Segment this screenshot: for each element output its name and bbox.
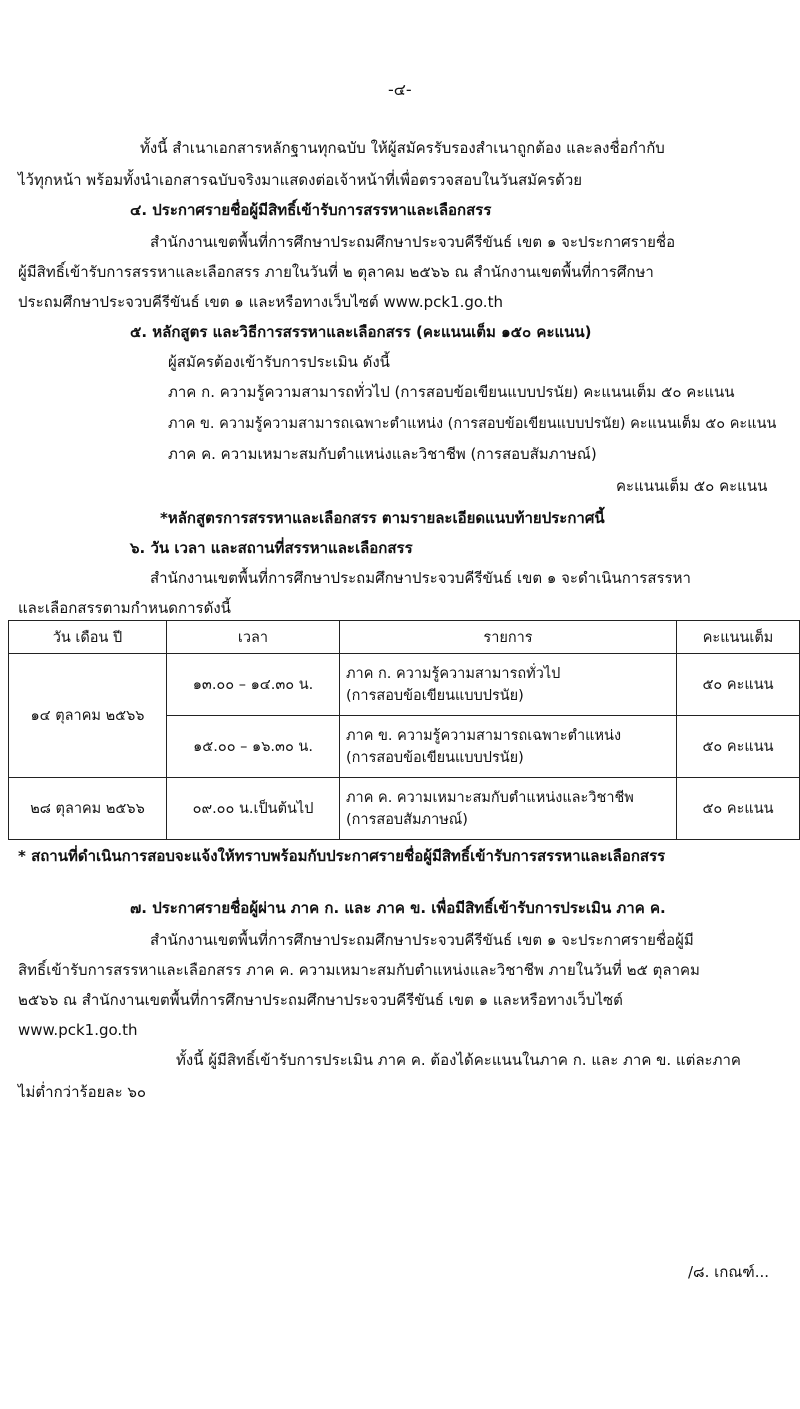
row-item-subtitle: (การสอบข้อเขียนแบบปรนัย) bbox=[346, 687, 524, 704]
section5-part-b: ภาค ข. ความรู้ความสามารถเฉพาะตำแหน่ง (การสอบข้อเขียนแบบปรนัย) คะแนนเต็ม ๕๐ คะแนน bbox=[168, 416, 777, 432]
row-time: ๑๕.๐๐ – ๑๖.๓๐ น. bbox=[167, 716, 340, 778]
section7-heading: ๗. ประกาศรายชื่อผู้ผ่าน ภาค ก. และ ภาค ข. เพื่อมีสิทธิ์เข้ารับการประเมิน ภาค ค. bbox=[130, 899, 666, 917]
section4-line-2: ผู้มีสิทธิ์เข้ารับการสรรหาและเลือกสรร ภายในวันที่ ๒ ตุลาคม ๒๕๖๖ ณ สำนักงานเขตพื้นที่การศึกษา bbox=[18, 263, 654, 281]
section5-line-1: ผู้สมัครต้องเข้ารับการประเมิน ดังนี้ bbox=[168, 353, 390, 371]
intro-line-1: ทั้งนี้ สำเนาเอกสารหลักฐานทุกฉบับ ให้ผู้สมัครรับรองสำเนาถูกต้อง และลงชื่อกำกับ bbox=[140, 139, 665, 157]
row-score: ๕๐ คะแนน bbox=[677, 654, 800, 716]
section4-heading: ๔. ประกาศรายชื่อผู้มีสิทธิ์เข้ารับการสรรหาและเลือกสรร bbox=[130, 201, 492, 219]
section5-part-c-score: คะแนนเต็ม ๕๐ คะแนน bbox=[616, 477, 768, 495]
section5-heading: ๕. หลักสูตร และวิธีการสรรหาและเลือกสรร (คะแนนเต็ม ๑๕๐ คะแนน) bbox=[130, 323, 592, 341]
section7-line-6: ไม่ต่ำกว่าร้อยละ ๖๐ bbox=[18, 1083, 147, 1101]
section5-note: *หลักสูตรการสรรหาและเลือกสรร ตามรายละเอียดแนบท้ายประกาศนี้ bbox=[160, 509, 605, 527]
row-item-subtitle: (การสอบข้อเขียนแบบปรนัย) bbox=[346, 749, 524, 766]
section6-heading: ๖. วัน เวลา และสถานที่สรรหาและเลือกสรร bbox=[130, 539, 413, 557]
intro-line-2: ไว้ทุกหน้า พร้อมทั้งนำเอกสารฉบับจริงมาแสดงต่อเจ้าหน้าที่เพื่อตรวจสอบในวันสมัครด้วย bbox=[18, 171, 583, 189]
section7-line-5: ทั้งนี้ ผู้มีสิทธิ์เข้ารับการประเมิน ภาค ค. ต้องได้คะแนนในภาค ก. และ ภาค ข. แต่ละภาค bbox=[176, 1051, 741, 1069]
section7-line-2: สิทธิ์เข้ารับการสรรหาและเลือกสรร ภาค ค. ความเหมาะสมกับตำแหน่งและวิชาชีพ ภายในวันที่ ๒๕ ตุลาคม bbox=[18, 961, 700, 979]
table-row bbox=[9, 654, 800, 716]
row-item bbox=[340, 778, 677, 840]
header-item: รายการ bbox=[340, 621, 677, 654]
table-row bbox=[9, 778, 800, 840]
row-item bbox=[340, 716, 677, 778]
row-score: ๕๐ คะแนน bbox=[677, 716, 800, 778]
section4-line-3: ประถมศึกษาประจวบคีรีขันธ์ เขต ๑ และหรือทางเว็บไซต์ www.pck1.go.th bbox=[18, 293, 503, 311]
venue-note: * สถานที่ดำเนินการสอบจะแจ้งให้ทราบพร้อมกับประกาศรายชื่อผู้มีสิทธิ์เข้ารับการสรรหาและเลือกสรร bbox=[18, 847, 666, 865]
header-time: เวลา bbox=[167, 621, 340, 654]
section6-line-1: สำนักงานเขตพื้นที่การศึกษาประถมศึกษาประจวบคีรีขันธ์ เขต ๑ จะดำเนินการสรรหา bbox=[150, 569, 691, 587]
page-number: -๔- bbox=[388, 80, 412, 99]
row-date: ๒๘ ตุลาคม ๒๕๖๖ bbox=[9, 778, 167, 840]
section5-part-a: ภาค ก. ความรู้ความสามารถทั่วไป (การสอบข้อเขียนแบบปรนัย) คะแนนเต็ม ๕๐ คะแนน bbox=[168, 383, 735, 401]
header-score: คะแนนเต็ม bbox=[677, 621, 800, 654]
row-time: ๑๓.๐๐ – ๑๔.๓๐ น. bbox=[167, 654, 340, 716]
header-date: วัน เดือน ปี bbox=[9, 621, 167, 654]
row-item-title: ภาค ก. ความรู้ความสามารถทั่วไป bbox=[346, 665, 561, 682]
row-item-title: ภาค ค. ความเหมาะสมกับตำแหน่งและวิชาชีพ bbox=[346, 789, 634, 806]
row-item bbox=[340, 654, 677, 716]
section5-part-c: ภาค ค. ความเหมาะสมกับตำแหน่งและวิชาชีพ (การสอบสัมภาษณ์) bbox=[168, 445, 597, 463]
row-item-subtitle: (การสอบสัมภาษณ์) bbox=[346, 811, 468, 828]
page-footer-continuation: /๘. เกณฑ์... bbox=[688, 1263, 770, 1281]
section7-line-4: www.pck1.go.th bbox=[18, 1021, 138, 1039]
row-score: ๕๐ คะแนน bbox=[677, 778, 800, 840]
row-date: ๑๔ ตุลาคม ๒๕๖๖ bbox=[9, 654, 167, 778]
section4-line-1: สำนักงานเขตพื้นที่การศึกษาประถมศึกษาประจวบคีรีขันธ์ เขต ๑ จะประกาศรายชื่อ bbox=[150, 233, 676, 251]
schedule-table bbox=[8, 620, 800, 840]
table-header-row bbox=[9, 621, 800, 654]
section6-line-2: และเลือกสรรตามกำหนดการดังนี้ bbox=[18, 599, 231, 617]
section7-line-1: สำนักงานเขตพื้นที่การศึกษาประถมศึกษาประจวบคีรีขันธ์ เขต ๑ จะประกาศรายชื่อผู้มี bbox=[150, 931, 694, 949]
row-item-title: ภาค ข. ความรู้ความสามารถเฉพาะตำแหน่ง bbox=[346, 727, 622, 744]
row-time: ๐๙.๐๐ น.เป็นต้นไป bbox=[167, 778, 340, 840]
section7-line-3: ๒๕๖๖ ณ สำนักงานเขตพื้นที่การศึกษาประถมศึกษาประจวบคีรีขันธ์ เขต ๑ และหรือทางเว็บไซต์ bbox=[18, 991, 623, 1009]
